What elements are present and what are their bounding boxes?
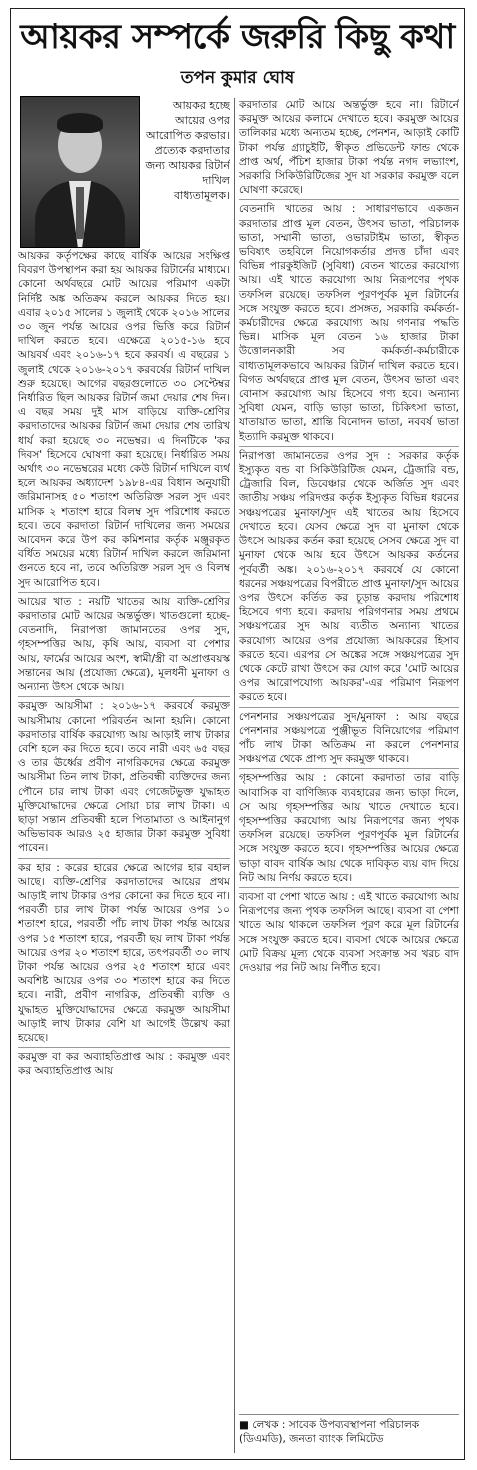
paragraph: কর হার : করের হারের ক্ষেত্রে আগের হার বহাল আছে। ব্যক্তি-শ্রেণির করদাতাদের আয়ের প্রথম আড়াই লাখ টাকার ওপর কোনো কর দিতে হবে না। পরবর্তী চার লাখ টাকা পর্যন্ত আয়ের ওপর ১০ শতাংশ হারে, পরবর্তী পাঁচ লাখ টাকা পর্যন্ত আয়ের ওপর ১৫ শতাংশ হারে, পরবর্তী ছয় লাখ টাকা পর্যন্ত আয়ের ওপর ২০ শতাংশ হারে, তৎপরবর্তী ৩০ লাখ টাকা পর্যন্ত আয়ের ওপর ২৫ শতাংশ হারে এবং অবশিষ্ট আয়ের ওপর ৩০ শতাংশ হারে কর দিতে হবে। নারী, প্রবীণ নাগরিক, প্রতিবন্ধী ব্যক্তি ও যুদ্ধাহত মুক্তিযোদ্ধাদের ক্ষেত্রে করমুক্ত আয়সীমা আড়াই লাখ টাকার বেশি যা আগেই উল্লেখ করা হয়েছে। — [18, 858, 230, 1046]
paragraph: নিরাপত্তা জামানতের ওপর সুদ : সরকার কর্তৃক ইস্যুকৃত বন্ড বা সিকিউরিটিজ যেমন, ট্রেজারি বন্ড, ট্রেজারি বিল, ডিবেঞ্চার থেকে অর্জিত সুদ এবং জাতীয় সঞ্চয় পরিদপ্তর কর্তৃক ইস্যুকৃত বিভিন্ন ধরনের সঞ্চয়পত্রের মুনাফা/সুদ এই খাতের আয় হিসেবে দেখাতে হবে। যেসব ক্ষেত্রে সুদ বা মুনাফা থেকে উৎসে আয়কর কর্তন করা হয়েছে সেসব ক্ষেত্রে সুদ বা মুনাফা থেকে আয় হবে উৎসে আয়কর কর্তনের পূর্ববর্তী অঙ্ক। ২০১৬-২০১৭ করবর্ষে যে কোনো ধরনের সঞ্চয়পত্রের বিপরীতে প্রাপ্ত মুনাফা/সুদ আয়ের ওপর উৎসে কর্তিত কর চূড়ান্ত করদায় পরিশোধ হিসেবে গণ্য হবে। করদায় পরিগণনার সময় প্রথমে সঞ্চয়পত্রের সুদ আয় ব্যতীত অন্যান্য খাতের করযোগ্য আয়ের ওপর প্রযোজ্য আয়করের হিসাব করতে হবে। এরপর সে অঙ্কের সঙ্গে সঞ্চয়পত্রের সুদ থেকে কেটে রাখা উৎসে কর যোগ করে 'মোট আয়ের ওপর আরোপযোগ্য আয়কর'-এর পরিমাণ নিরূপণ করতে হবে। — [239, 446, 459, 705]
paragraph: আয়ের খাত : নয়টি খাতের আয় ব্যক্তি-শ্রেণির করদাতার মোট আয়ের অন্তর্ভুক্ত। খাতগুলো হচ্ছে- বেতনাদি, নিরাপত্তা জামানতের ওপর সুদ, গৃহসম্পত্তির আয়, কৃষি আয়, ব্যবসা বা পেশার আয়, ফার্মের আয়ের অংশ, স্বামী/স্ত্রী বা অপ্রাপ্তবয়স্ক সন্তানের আয় (প্রযোজ্য ক্ষেত্রে), মূলধনী মুনাফা ও অন্যান্য উৎস থেকে আয়। — [18, 592, 230, 694]
author-photo — [20, 96, 140, 248]
left-column — [18, 249, 230, 1455]
paragraph: ব্যবসা বা পেশা খাতে আয় : এই খাতে করযোগ্য আয় নিরূপণের জন্য পৃথক তফসিল আছে। ব্যবসা বা পেশা খাতে আয় থাকলে তফসিল পূরণ করে মূল রিটার্নের সঙ্গে সংযুক্ত করতে হবে। ব্যবসা থেকে আয়ের ক্ষেত্রে মোট বিক্রয় মূল্য থেকে ব্যবসা সংক্রান্ত সব খরচ বাদ দেওয়ার পর নিট আয় নির্ণীত হবে। — [239, 887, 459, 975]
paragraph: গৃহসম্পত্তির আয় : কোনো করদাতা তার বাড়ি আবাসিক বা বাণিজ্যিক ব্যবহারের জন্য ভাড়া দিলে, সে আয় গৃহসম্পত্তির আয় খাতে দেখাতে হবে। গৃহসম্পত্তির করযোগ্য আয় নিরূপণের জন্য পৃথক তফসিল রয়েছে। তফসিল পূরণপূর্বক মূল রিটার্নের সঙ্গে সংযুক্ত করতে হবে। গৃহসম্পত্তির আয়ের ক্ষেত্রে ভাড়া বাবদ বার্ষিক আয় থেকে দাবিকৃত ব্যয় বাদ দিয়ে নিট আয় নির্ণয় করতে হবে। — [239, 768, 459, 885]
paragraph: করদাতার মোট আয়ে অন্তর্ভুক্ত হবে না। রিটার্নে করমুক্ত আয়ের কলামে দেখাতে হবে। করমুক্ত আয়ের তালিকার মধ্যে অন্যতম হচ্ছে, পেনশন, আড়াই কোটি টাকা পর্যন্ত গ্র্যাচুইটি, স্বীকৃত প্রভিডেন্ট ফান্ড থেকে প্রাপ্ত অর্থ, পঁচিশ হাজার টাকা পর্যন্ত নগদ লভ্যাংশ, সরকারি সিকিউরিটিজের সুদ যা সরকার করমুক্ত বলে ঘোষণা করেছে। — [239, 99, 459, 197]
paragraph: পেনশনার সঞ্চয়পত্রের সুদ/মুনাফা : আয় বছরে পেনশনার সঞ্চয়পত্রে পুঞ্জীভূত বিনিয়োগের পরিমাণ পাঁচ লাখ টাকা অতিক্রম না করলে পেনশনার সঞ্চয়পত্র থেকে প্রাপ্য সুদ করমুক্ত থাকবে। — [239, 707, 459, 767]
paragraph: বেতনাদি খাতের আয় : সাধারণভাবে একজন করদাতার প্রাপ্ত মূল বেতন, উৎসব ভাতা, পরিচালক ভাতা, সম্মানী ভাতা, ওভারটাইম ভাতা, স্বীকৃত ভবিষ্যৎ তহবিলে নিয়োগকর্তার প্রদত্ত চাঁদা এবং বিভিন্ন পারকুইজিট (সুবিধা) বেতন খাতের করযোগ্য আয়। এই খাতে করযোগ্য আয় নিরূপণের পৃথক তফসিল রয়েছে। তফসিল পূরণপূর্বক মূল রিটার্নের সঙ্গে সংযুক্ত করতে হবে। প্রসঙ্গত, সরকারি কর্মকর্তা-কর্মচারীদের ক্ষেত্রে করযোগ্য আয় গণনার পদ্ধতি ভিন্ন। মাসিক মূল বেতন ১৬ হাজার টাকা উত্তোলনকারী সব কর্মকর্তা-কর্মচারীকে বাধ্যতামূলকভাবে আয়কর রিটার্ন দাখিল করতে হবে। বিগত অর্থবছরে প্রাপ্ত মূল বেতন, উৎসব ভাতা এবং বোনাস করযোগ্য আয় হিসেবে গণ্য হবে। অন্যান্য সুবিধা যেমন, বাড়ি ভাড়া ভাতা, চিকিৎসা ভাতা, যাতায়াত ভাতা, শ্রান্তি বিনোদন ভাতা, নববর্ষ ভাতা ইত্যাদি করমুক্ত থাকবে। — [239, 199, 459, 443]
right-column — [239, 98, 459, 1410]
intro-text: আয়কর হচ্ছে আয়ের ওপর আরোপিত করভার। প্রত্যেক করদাতার জন্য আয়কর রিটার্ন দাখিল বাধ্যতামূলক। — [145, 99, 230, 202]
paragraph: করমুক্ত বা কর অব্যাহতিপ্রাপ্ত আয় : করমুক্ত এবং কর অব্যাহতিপ্রাপ্ত আয় — [18, 1047, 230, 1078]
column-divider — [234, 98, 235, 1453]
paragraph: করমুক্ত আয়সীমা : ২০১৬-১৭ করবর্ষে করমুক্ত আয়সীমায় কোনো পরিবর্তন আনা হয়নি। কোনো করদাতার বার্ষিক করযোগ্য আয় আড়াই লাখ টাকার বেশি হলে কর দিতে হবে। তবে নারী এবং ৬৫ বছর ও তার ঊর্ধ্বের প্রবীণ নাগরিকদের ক্ষেত্রে করমুক্ত আয়সীমা তিন লাখ টাকা, প্রতিবন্ধী ব্যক্তিদের জন্য পৌনে চার লাখ টাকা এবং গেজেটভুক্ত যুদ্ধাহত মুক্তিযোদ্ধাদের ক্ষেত্রে সোয়া চার লাখ টাকা। এ ছাড়া সন্তান প্রতিবন্ধী হলে পিতামাতা ও আইনানুগ অভিভাবক আরও ২৫ হাজার টাকা করমুক্ত সুবিধা পাবেন। — [18, 696, 230, 855]
writer-divider — [239, 1414, 459, 1415]
paragraph: আয়কর কর্তৃপক্ষের কাছে বার্ষিক আয়ের সংক্ষিপ্ত বিবরণ উপস্থাপন করা হয় আয়কর রিটার্নের মাধ্যমে। কোনো অর্থবছরে মোট আয়ের পরিমাণ একটা নির্দিষ্ট অঙ্ক অতিক্রম করলে আয়কর দিতে হয়। এবার ২০১৫ সালের ১ জুলাই থেকে ২০১৬ সালের ৩০ জুন পর্যন্ত আয়ের ওপর ভিত্তি করে রিটার্ন দাখিল করতে হবে। এক্ষেত্রে ২০১৫-১৬ হবে আয়বর্ষ এবং ২০১৬-১৭ হবে করবর্ষ। এ বছরের ১ জুলাই থেকে ২০১৬-২০১৭ করবর্ষের রিটার্ন দাখিল শুরু হয়েছে। আগের বছরগুলোতে ৩০ সেপ্টেম্বর নির্ধারিত ছিল আয়কর রিটার্ন জমা দেয়ার শেষ দিন। এ বছর সময় দুই মাস বাড়িয়ে ব্যক্তি-শ্রেণির করদাতাদের আয়কর রিটার্ন জমা দেয়ার শেষ তারিখ ধার্য করা হয়েছে ৩০ নভেম্বর। এ দিনটিকে 'কর দিবস' হিসেবে ঘোষণা করা হয়েছে। নির্ধারিত সময় অর্থাৎ ৩০ নভেম্বরের মধ্যে কেউ রিটার্ন দাখিলে ব্যর্থ হলে আয়কর অধ্যাদেশ ১৯৮৪-এর বিধান অনুযায়ী জরিমানাসহ ৫০ শতাংশ অতিরিক্ত সরল সুদ এবং মাসিক ২ শতাংশ হারে বিলম্ব সুদ পরিশোধ করতে হবে। তবে করদাতা রিটার্ন দাখিলের জন্য সময়ের আবেদন করে উপ কর কমিশনার কর্তৃক মঞ্জুরকৃত বর্ধিত সময়ের মধ্যে রিটার্ন দাখিল করলে জরিমানা গুনতে হবে না, তবে অতিরিক্ত সরল সুদ ও বিলম্ব সুদ আরোপিত হবে। — [18, 250, 230, 589]
author-byline: তপন কুমার ঘোষ — [180, 68, 295, 88]
writer-note: ■ লেখক : সাবেক উপব্যবস্থাপনা পরিচালক (ডিএমডি), জনতা ব্যাংক লিমিটেড — [239, 1419, 420, 1445]
article-title: আয়কর সম্পর্কে জরুরি কিছু কথা — [20, 17, 455, 57]
